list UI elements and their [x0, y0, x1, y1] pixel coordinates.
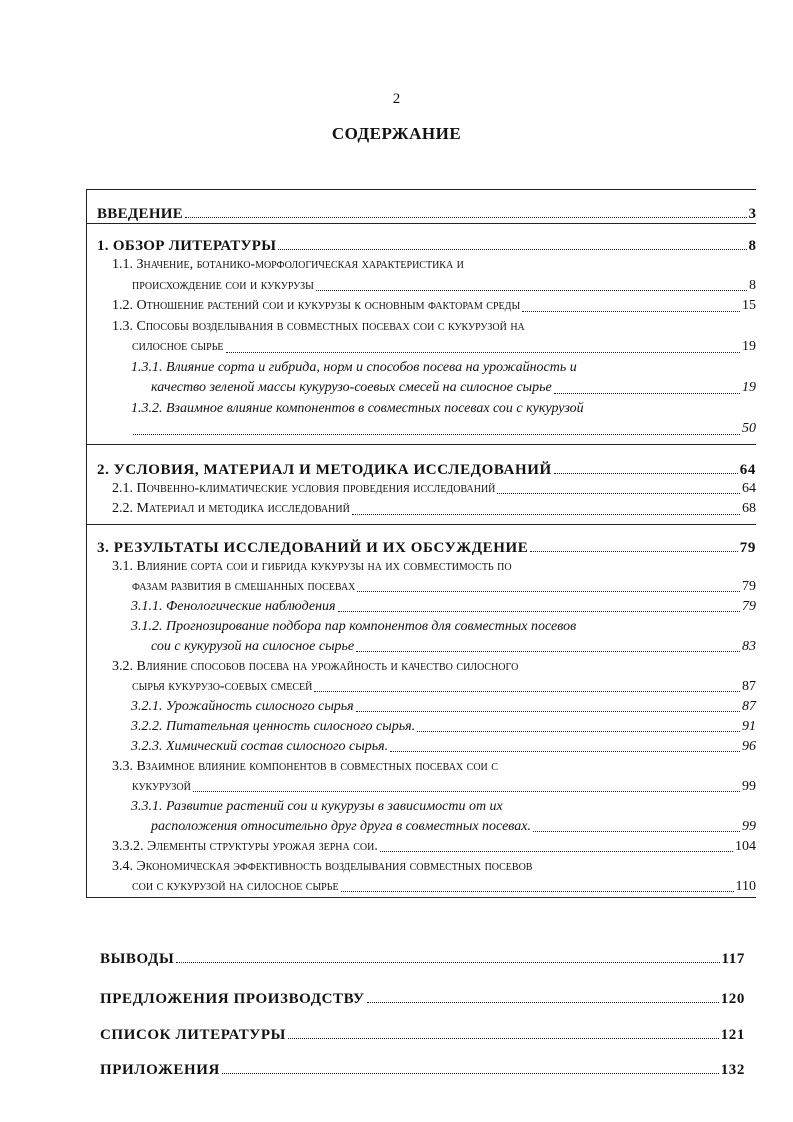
- table-of-contents: [86, 189, 756, 898]
- toc-entry-2-2[interactable]: [87, 499, 756, 520]
- page-number: 2: [392, 91, 401, 107]
- toc-back-matter: [100, 940, 745, 968]
- toc-page: 110: [735, 878, 756, 894]
- toc-page: 15: [742, 298, 756, 313]
- toc-entry-1-2[interactable]: [87, 296, 756, 317]
- toc-back-matter-2: [100, 980, 745, 1008]
- toc-label: 1.2. Отношение растений сои и кукурузы к основным факторам среды: [112, 298, 521, 313]
- toc-page: 19: [742, 339, 756, 354]
- toc-entry-3-2[interactable]: [87, 657, 756, 697]
- leader-dots: [380, 851, 733, 852]
- toc-entry-3-1[interactable]: [87, 557, 756, 597]
- leader-dots: [314, 691, 740, 692]
- toc-page: 79: [739, 539, 756, 556]
- toc-entry-references[interactable]: [100, 1016, 745, 1044]
- toc-label: 3.2.2. Питательная ценность силосного сырья.: [131, 718, 416, 734]
- toc-label-line2: фазам развития в смешанных посевах: [132, 578, 356, 594]
- toc-label-line1: 3.3. Взаимное влияние компонентов в совместных посевах сои с: [112, 758, 498, 774]
- toc-page: 50: [742, 421, 756, 436]
- toc-label-line2: сырья кукурузо-соевых смесей: [132, 678, 313, 694]
- toc-section-1: [87, 224, 756, 445]
- toc-label: ПРИЛОЖЕНИЯ: [100, 1062, 220, 1078]
- toc-entry-2-1[interactable]: [87, 479, 756, 500]
- toc-entry-conclusions[interactable]: [100, 940, 745, 968]
- toc-section-2: [87, 445, 756, 525]
- toc-label: 2.2. Материал и методика исследований: [112, 501, 350, 516]
- leader-dots: [222, 1073, 719, 1074]
- toc-page: 79: [742, 578, 756, 594]
- leader-dots: [338, 611, 740, 612]
- toc-entry-1[interactable]: [87, 224, 756, 255]
- leader-dots: [193, 791, 740, 792]
- leader-dots: [554, 473, 738, 474]
- leader-dots: [357, 591, 740, 592]
- toc-page: 83: [742, 638, 756, 654]
- toc-label-line1: 3.3.1. Развитие растений сои и кукурузы в зависимости от их: [131, 798, 503, 814]
- toc-back-matter-3: [100, 1016, 745, 1044]
- toc-label-line1: 3.2. Влияние способов посева на урожайность и качество силосного: [112, 658, 519, 674]
- toc-label: 3. РЕЗУЛЬТАТЫ ИССЛЕДОВАНИЙ И ИХ ОБСУЖДЕНИЕ: [97, 539, 529, 556]
- toc-page: 19: [742, 380, 756, 395]
- toc-page: 64: [742, 480, 756, 496]
- toc-label-line1: 1.3.1. Влияние сорта и гибрида, норм и способов посева на урожайность и: [131, 359, 577, 375]
- page-title: СОДЕРЖАНИЕ: [331, 124, 462, 143]
- leader-dots: [356, 711, 740, 712]
- toc-label: 3.3.2. Элементы структуры урожая зерна сои.: [112, 838, 378, 854]
- toc-entry-3-2-3[interactable]: [87, 737, 756, 757]
- toc-label: СПИСОК ЛИТЕРАТУРЫ: [100, 1027, 287, 1043]
- toc-label: 3.1.1. Фенологические наблюдения: [131, 598, 336, 614]
- toc-page: 87: [742, 698, 756, 714]
- toc-entry-3-3-1[interactable]: [87, 797, 756, 837]
- toc-page: 91: [742, 718, 756, 734]
- toc-label-line2: происхождение сои и кукурузы: [132, 277, 314, 293]
- toc-entry-3-1-1[interactable]: [87, 597, 756, 617]
- toc-entry-intro[interactable]: [87, 190, 756, 223]
- leader-dots: [530, 551, 737, 552]
- toc-page: 96: [742, 738, 756, 754]
- toc-entry-1-3-2[interactable]: [87, 399, 756, 440]
- toc-label-line1: 3.4. Экономическая эффективность возделывания совместных посевов: [112, 858, 533, 874]
- toc-entry-2[interactable]: [87, 445, 756, 479]
- toc-page: 79: [742, 598, 756, 614]
- toc-page: 8: [748, 238, 756, 254]
- toc-label-line2: сои с кукурузой на силосное сырье: [151, 638, 355, 654]
- toc-entry-3-4[interactable]: [87, 857, 756, 897]
- toc-label-line2: сои с кукурузой на силосное сырье: [132, 878, 339, 894]
- leader-dots: [554, 393, 740, 394]
- toc-label-line1: 1.3. Способы возделывания в совместных посевах сои с кукурузой на: [112, 318, 525, 334]
- toc-page: 8: [749, 277, 756, 293]
- toc-section-3: [87, 525, 756, 897]
- toc-page: 104: [735, 838, 756, 854]
- toc-entry-3-3-2[interactable]: [87, 837, 756, 857]
- leader-dots: [417, 731, 740, 732]
- toc-label-line2: кукурузой: [132, 778, 191, 794]
- toc-page: 64: [739, 461, 756, 478]
- leader-dots: [352, 514, 740, 515]
- toc-page: 87: [742, 678, 756, 694]
- toc-entry-3-1-2[interactable]: [87, 617, 756, 657]
- toc-entry-3-2-1[interactable]: [87, 697, 756, 717]
- leader-dots: [522, 311, 740, 312]
- toc-entry-1-1[interactable]: [87, 255, 756, 296]
- toc-label-line2: качество зеленой массы кукурузо-соевых смесей на силосное сырье: [151, 380, 552, 395]
- toc-page: 121: [720, 1027, 745, 1043]
- toc-entry-3-3[interactable]: [87, 757, 756, 797]
- leader-dots: [533, 831, 740, 832]
- toc-label: 1. ОБЗОР ЛИТЕРАТУРЫ: [97, 238, 277, 254]
- toc-page: 117: [721, 951, 745, 967]
- toc-entry-1-3[interactable]: [87, 317, 756, 358]
- toc-label: ВВЕДЕНИЕ: [97, 206, 184, 222]
- toc-page: 99: [742, 778, 756, 794]
- toc-section-intro: [87, 190, 756, 224]
- toc-label-line1: 1.3.2. Взаимное влияние компонентов в совместных посевах сои с кукурузой: [131, 400, 584, 416]
- leader-dots: [185, 217, 746, 218]
- toc-label-line1: 1.1. Значение, ботанико-морфологическая характеристика и: [112, 257, 464, 272]
- toc-label-line2: силосное сырье: [132, 339, 224, 354]
- leader-dots: [497, 493, 740, 494]
- leader-dots: [288, 1038, 719, 1039]
- toc-entry-1-3-1[interactable]: [87, 358, 756, 399]
- toc-entry-3[interactable]: [87, 525, 756, 557]
- toc-label-line1: 3.1.2. Прогнозирование подбора пар компонентов для совместных посевов: [131, 618, 577, 634]
- leader-dots: [278, 249, 746, 250]
- toc-back-matter-4: [100, 1051, 745, 1079]
- leader-dots: [356, 651, 740, 652]
- toc-entry-3-2-2[interactable]: [87, 717, 756, 737]
- toc-page: 120: [720, 991, 745, 1007]
- toc-entry-proposals[interactable]: [100, 980, 745, 1008]
- toc-label-line1: 3.1. Влияние сорта сои и гибрида кукурузы на их совместимость по: [112, 558, 512, 574]
- leader-dots: [390, 751, 740, 752]
- toc-label-line2: расположения относительно друг друга в совместных посевах.: [151, 818, 531, 834]
- toc-label: 2.1. Почвенно-климатические условия проведения исследований: [112, 480, 496, 496]
- leader-dots: [176, 962, 719, 963]
- toc-label: 2. УСЛОВИЯ, МАТЕРИАЛ И МЕТОДИКА ИССЛЕДОВАНИЙ: [97, 461, 552, 478]
- toc-page: 99: [742, 818, 756, 834]
- toc-label: 3.2.1. Урожайность силосного сырья: [131, 698, 354, 714]
- toc-entry-appendices[interactable]: [100, 1051, 745, 1079]
- toc-label: 3.2.3. Химический состав силосного сырья.: [131, 738, 389, 754]
- toc-label: ПРЕДЛОЖЕНИЯ ПРОИЗВОДСТВУ: [100, 991, 365, 1007]
- toc-label: ВЫВОДЫ: [100, 951, 175, 967]
- leader-dots: [316, 290, 747, 291]
- leader-dots: [226, 352, 740, 353]
- leader-dots: [341, 891, 734, 892]
- toc-page: 68: [742, 501, 756, 516]
- leader-dots: [133, 434, 740, 435]
- toc-page: 3: [748, 206, 756, 222]
- leader-dots: [367, 1002, 719, 1003]
- toc-page: 132: [720, 1062, 745, 1078]
